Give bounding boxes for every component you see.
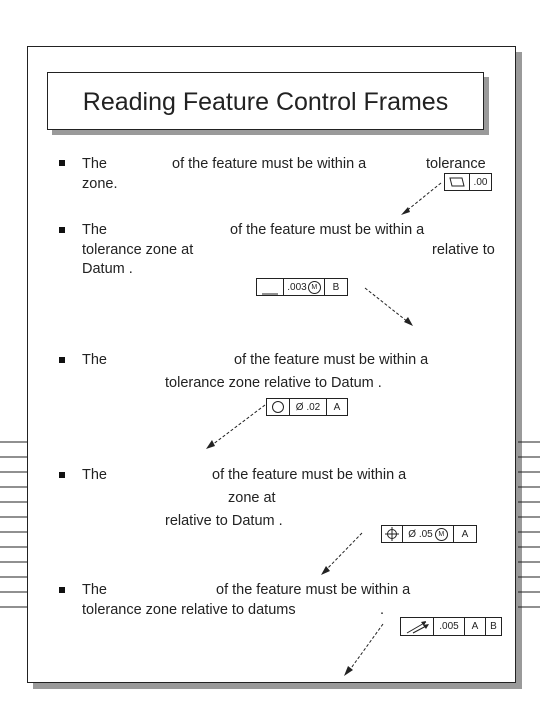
bullet-3-text-b: of the feature must be within a	[234, 352, 429, 368]
bullet-marker	[59, 587, 65, 593]
feature-control-frame-5	[400, 617, 502, 636]
left-side-lines	[0, 440, 30, 620]
frame-1-tolerance: .00	[473, 176, 488, 188]
leader-arrow-2	[362, 285, 418, 330]
bullet-5-text-b: of the feature must be within a	[216, 582, 411, 598]
frame-2-tolerance: .003	[287, 281, 307, 293]
bullet-2-text-b: of the feature must be within a	[230, 222, 425, 238]
bullet-3-text-a: The	[82, 352, 107, 368]
leader-arrow-3	[202, 402, 268, 452]
blank-symbol	[257, 279, 284, 295]
bullet-marker	[59, 227, 65, 233]
bullet-5-text-d: .	[380, 602, 385, 618]
bullet-4-text-line2: zone at	[228, 490, 276, 506]
bullet-1-text-a: The	[82, 156, 107, 172]
bullet-2-text-d: relative to	[432, 242, 495, 258]
bullet-1-text-c: tolerance	[426, 156, 486, 172]
bullet-2-text-a: The	[82, 222, 107, 238]
frame-2-datum: B	[332, 281, 340, 293]
frame-4-tolerance: Ø .05	[408, 528, 433, 540]
runout-icon	[401, 618, 434, 635]
position-icon	[382, 526, 403, 542]
frame-5-tolerance: .005	[434, 618, 465, 635]
page-title: Reading Feature Control Frames	[82, 88, 449, 116]
feature-control-frame-1	[444, 173, 492, 191]
frame-5-datum-1: A	[465, 618, 486, 635]
bullet-4-text-a: The	[82, 467, 107, 483]
bullet-1-text-b: of the feature must be within a	[172, 156, 367, 172]
feature-control-frame-4	[381, 525, 477, 543]
frame-3-datum: A	[333, 401, 341, 413]
frame-5-datum-2: B	[490, 621, 497, 632]
leader-arrow-4	[316, 530, 366, 578]
bullet-marker	[59, 357, 65, 363]
bullet-4-text-line3: relative to Datum .	[165, 513, 283, 529]
bullet-5-text-c: tolerance zone relative to datums	[82, 602, 296, 618]
circularity-icon	[267, 399, 290, 415]
right-side-lines	[518, 440, 540, 620]
feature-control-frame-2	[256, 278, 348, 296]
frame-4-datum: A	[461, 528, 469, 540]
flatness-icon	[445, 174, 470, 190]
leader-arrow-5	[340, 622, 386, 678]
bullet-4-text-b: of the feature must be within a	[212, 467, 407, 483]
feature-control-frame-3	[266, 398, 348, 416]
bullet-marker	[59, 472, 65, 478]
bullet-2-text-line3: Datum .	[82, 261, 133, 277]
bullet-5-text-a: The	[82, 582, 107, 598]
bullet-3-text-line2: tolerance zone relative to Datum .	[165, 375, 382, 391]
bullet-1-text-line2: zone.	[82, 176, 118, 192]
bullet-marker	[59, 160, 65, 166]
bullet-2-text-c: tolerance zone at	[82, 242, 194, 258]
frame-3-tolerance: Ø .02	[290, 399, 327, 415]
mmc-modifier-icon: M	[435, 528, 448, 541]
frame-2-tolerance-cell	[284, 279, 325, 295]
frame-4-tolerance-cell	[403, 526, 454, 542]
leader-arrow-1	[395, 180, 445, 218]
mmc-modifier-icon: M	[308, 281, 321, 294]
